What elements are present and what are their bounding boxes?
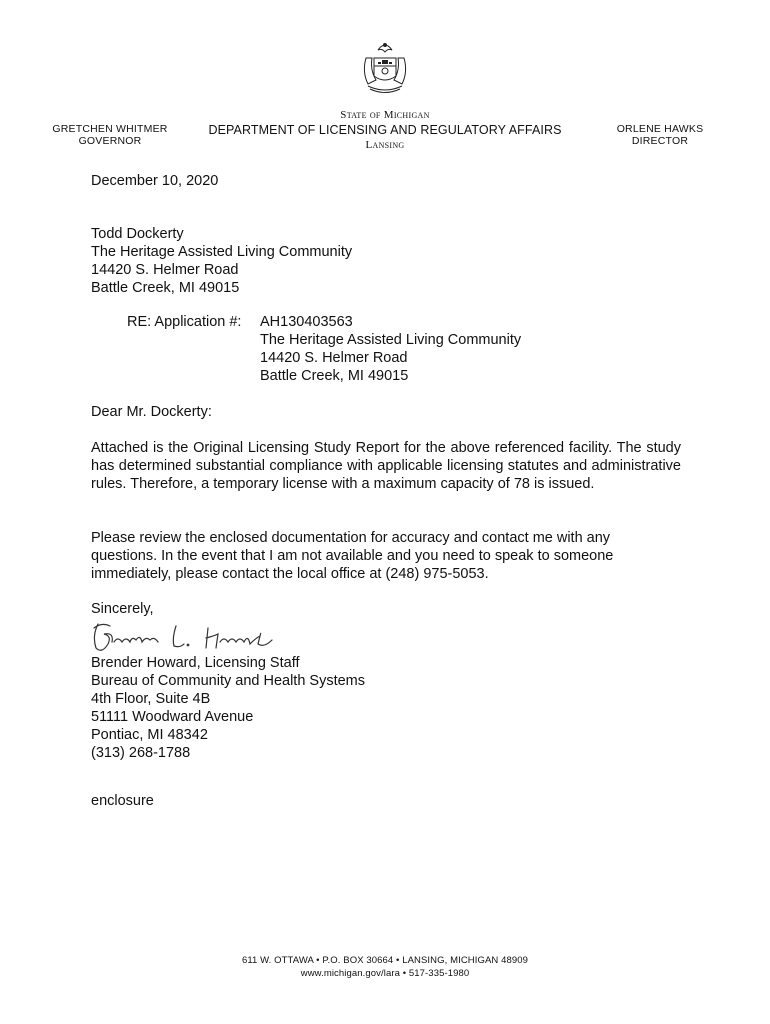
re-label: RE: Application #: <box>127 314 242 330</box>
recipient-city: Battle Creek, MI 49015 <box>91 280 240 296</box>
director-name: ORLENE HAWKS <box>616 123 704 135</box>
recipient-org: The Heritage Assisted Living Community <box>91 244 353 260</box>
recipient-name: Todd Dockerty <box>91 226 184 242</box>
recipient-street: 14420 S. Helmer Road <box>91 262 239 278</box>
signer-suite: 4th Floor, Suite 4B <box>91 691 211 707</box>
signer-city: Pontiac, MI 48342 <box>91 727 208 743</box>
re-details <box>260 313 521 385</box>
director-title: DIRECTOR <box>631 135 689 147</box>
application-number: AH130403563 <box>260 314 353 330</box>
signer-bureau: Bureau of Community and Health Systems <box>91 673 366 689</box>
footer-contact: www.michigan.gov/lara • 517-335-1980 <box>300 968 470 979</box>
handwritten-signature <box>88 614 288 658</box>
enclosure-note: enclosure <box>91 793 154 809</box>
state-seal-icon <box>358 36 412 96</box>
salutation: Dear Mr. Dockerty: <box>91 404 212 420</box>
paragraph-2-line: immediately, please contact the local office at (248) 975-5053. <box>91 566 489 582</box>
governor-title: GOVERNOR <box>78 135 142 147</box>
closing: Sincerely, <box>91 601 154 617</box>
footer-address: 611 W. OTTAWA • P.O. BOX 30664 • LANSING, MICHIGAN 48909 <box>241 955 529 966</box>
governor-name: GRETCHEN WHITMER <box>52 123 168 135</box>
paragraph-2-line: Please review the enclosed documentation for accuracy and contact me with any <box>91 530 611 546</box>
signer-phone: (313) 268-1788 <box>91 745 191 761</box>
paragraph-2-line: questions. In the event that I am not available and you need to speak to someone <box>91 548 614 564</box>
signer-name: Brender Howard, Licensing Staff <box>91 655 300 671</box>
city-line: Lansing <box>365 139 405 151</box>
re-city: Battle Creek, MI 49015 <box>260 368 409 384</box>
re-facility: The Heritage Assisted Living Community <box>260 332 522 348</box>
body-paragraph-1: Attached is the Original Licensing Study Report for the above referenced facility. The study has determined substantial compliance with applicable licensing statutes and administrative rules. Therefore, a temporary license with a maximum capacity of 78 is issued. <box>91 440 681 492</box>
state-line: State of Michigan <box>340 109 430 121</box>
signer-block <box>91 654 365 762</box>
director-block <box>608 123 712 147</box>
department-name: DEPARTMENT OF LICENSING AND REGULATORY AFFAIRS <box>208 123 562 137</box>
letter-date: December 10, 2020 <box>91 173 219 189</box>
body-paragraph-2 <box>91 529 691 583</box>
signer-street: 51111 Woodward Avenue <box>91 709 254 725</box>
re-street: 14420 S. Helmer Road <box>260 350 408 366</box>
recipient-address <box>91 225 352 297</box>
